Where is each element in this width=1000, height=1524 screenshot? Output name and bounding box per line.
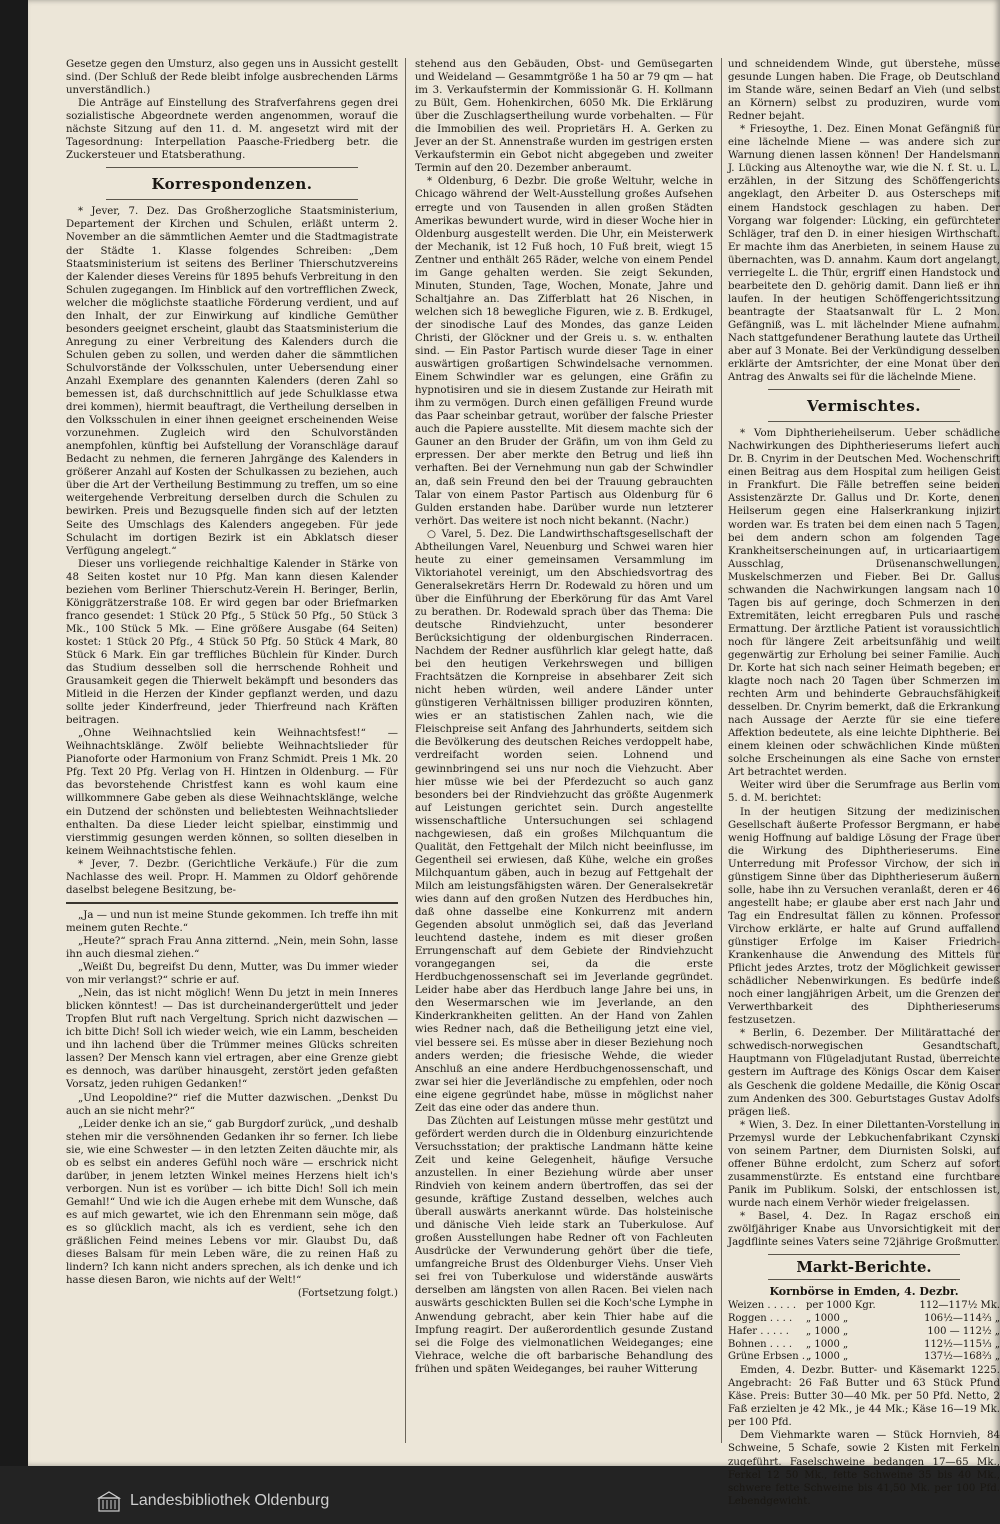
article-paragraph: Dieser uns vorliegende reichhaltige Kalender in Stärke von 48 Seiten kostet nur 10 Pfg. Man kann diesen Kalender beziehen vom Berliner Thierschutz-Verein H. Beringer, Berlin, Königgrätzerstraße 108. Er wird gegen bar oder Briefmarken franco gesendet: 1 Stück 20 Pfg., 5 Stück 50 Pfg., 50 Stück 3 Mk., 100 Stück 5 Mk. — Eine größere Ausgabe (64 Seiten) kostet: 1 Stück 20 Pfg., 4 Stück 50 Pfg. 50 Stück 4 Mark, 80 Stück 6 Mark. Ein gar treffliches Büchlein für Kinder. Durch das Studium desselben soll die herrschende Rohheit und Grausamkeit gegen die Thierwelt bekämpft und besonders das Mitleid in die Herzen der Kinder gepflanzt werden, und dazu sollte jeder Kinderfreund, jeder Thierfreund nach Kräften beitragen. <box>66 558 398 727</box>
article-paragraph: * Wien, 3. Dez. In einer Dilettanten-Vorstellung in Przemysl wurde der Lebkuchenfabrikant Czynski von seinem Partner, dem Diurnisten Solski, auf offener Bühne erdolcht, zum Scherz auf sofort zusammenstürzte. Es entstand eine furchtbare Panik im Publikum. Solski, der entschlossen ist, wurde nach einem Verhör wieder freigelassen. <box>728 1119 1000 1209</box>
paragraph: Gesetze gegen den Umsturz, also gegen uns in Aussicht gestellt sind. (Der Schluß der Rede bleibt infolge ausbrechenden Lärms unverständlich.) <box>66 59 398 97</box>
article-paragraph: Emden, 4. Dezbr. Butter- und Käsemarkt 1225. Angebracht: 26 Faß Butter und 63 Stück Pfund Käse. Preis: Butter 30—40 Mk. per 50 Pfd. Netto, 2 Faß erzielten je 42 Mk., je 44 Mk.; Käse 16—19 Mk. per 100 Pfd. <box>728 1365 1000 1429</box>
market-unit: „ 1000 „ <box>806 1313 849 1325</box>
feuilleton-divider <box>66 902 398 904</box>
market-row <box>728 1326 1000 1339</box>
market-subtitle: Kornbörse in Emden, 4. Dezbr. <box>769 1285 959 1299</box>
feuilleton-paragraph: „Weißt Du, begreifst Du denn, Mutter, was Du immer wieder von mir verlangst?“ schrie er auf. <box>66 962 398 987</box>
divider <box>106 167 358 168</box>
market-row <box>728 1313 1000 1326</box>
market-good: Hafer . . . . . <box>728 1325 789 1337</box>
column-2 <box>415 58 713 1452</box>
article-paragraph: stehend aus den Gebäuden, Obst- und Gemüsegarten und Weideland — Gesammtgröße 1 ha 50 ar 79 qm — hat im 3. Verkaufstermin der Kommissionär G. H. Kollmann zu Bült, Gem. Hohenkirchen, 6050 Mk. Die Erklärung über die Zuschlagsertheilung wurde vorbehalten. — Für die Immobilien des weil. Proprietärs H. A. Gerken zu Jever an der St. Annenstraße wurden im gestrigen ersten Verkaufstermin ein Gebot nicht abgegeben und zweiter Termin auf den 20. Dezember anberaumt. <box>415 59 713 175</box>
feuilleton-paragraph: „Leider denke ich an sie,“ gab Burgdorf zurück, „und deshalb stehen mir die versöhnenden Gedanken ihr so ferner. Ich liebe sie, wie eine Schwester — in den letzten Zeiten däuchte mir, als ob es selbst ein anderes Gefühl noch wäre — erschrick nicht darüber, in jenem letzten Winkel meines Herzens hielt ich's verborgen. Nun ist es vorüber — ich bitte Dich! Soll ich mein Gemahl!“ Und wie ich die Augen erhebe mit dem Wunsche, daß es auf mich gewartet, wie ich den Ehrenmann sein möge, daß es so glücklich macht, als ich es verdient, sehe ich den gräßlichen Feind meines Lebens vor mir. Glaubst Du, daß dieses Balsam für mein Leben wäre, die zu reinen Haß zu lindern? Ich kann nicht anders sprechen, als ich denke und ich hasse diesen Baron, wie nichts auf der Welt!“ <box>66 1118 398 1287</box>
feuilleton-paragraph: „Und Leopoldine?“ rief die Mutter dazwischen. „Denkst Du auch an sie nicht mehr?“ <box>66 1092 398 1117</box>
section-title: Vermischtes. <box>807 397 921 416</box>
viewer-footer <box>0 1478 1000 1524</box>
section-title: Korrespondenzen. <box>151 175 313 194</box>
article-paragraph: ○ Varel, 5. Dez. Die Landwirthschaftsgesellschaft der Abtheilungen Varel, Neuenburg und Schwei waren hier heute zu einer gemeinsamen Versammlung im Viktoriahotel vereinigt, um den Abschiedsvortrag des Generalsekretärs Herrn Dr. Rodewald zu hören und um über die Einführung der Eberkörung für das Amt Varel zu berathen. Dr. Rodewald sprach über das Thema: Die deutsche Rindviehzucht, unter besonderer Berücksichtigung der oldenburgischen Rinderracen. Nachdem der Redner ausführlich klar gelegt hatte, daß bei den heutigen Verkehrswegen und billigen Frachtsätzen die Kornpreise in absehbarer Zeit sich nicht heben würden, weil andere Länder unter günstigeren Verhältnissen billiger produziren könnten, wies er an statistischen Zahlen nach, wie die Fleischpreise seit Anfang des Jahrhunderts, seitdem sich die Bevölkerung des deutschen Reiches verdoppelt habe, verdreifacht worden seien. Lohnend und gewinnbringend sei uns nur noch die Viehzucht. Aber hier müsse wie bei der Pferdezucht so auch ganz besonders bei der Rindviehzucht das größte Augenmerk auf Leistungen gerichtet sein. Durch angestellte wissenschaftliche Untersuchungen sei schlagend nachgewiesen, daß ein großes Milchquantum die Qualität, den Fettgehalt der Milch nicht beeinflusse, im Gegentheil sei erwiesen, daß Kühe, welche ein großes Milchquantum gäben, auch in bezug auf Fettgehalt der Milch am leistungsfähigsten wären. Der Generalsekretär wies dann auf den großen Nutzen des Herdbuches hin, daß ohne dasselbe eine Konkurrenz mit andern Gegenden absolut unmöglich sei, daß das Jeverland leuchtend dastehe, indem es mit dieser großen Errungenschaft auf dem Gebiete der Rindviehzucht vorangegangen sei, da die erste Herdbuchgenossenschaft sei im Jeverlande gegründet. Leider habe aber das Herdbuch lange Jahre bei uns, in den Wesermarschen wie im Jeverlande, an den Kinderkrankheiten gelitten. An der Hand von Zahlen wies Redner nach, daß die Betheiligung jetzt eine viel, viel bessere sei. Es müsse aber in dieser Beziehung noch anders werden; die friesische Wehde, die wieder Anschluß an eine andere Herdbuchgenossenschaft, und zwar sei hier die Jeverländische zu empfehlen, oder noch eine eigene gegründet habe, müsse in möglichst naher Zeit das eine oder das andere thun. <box>415 528 713 1114</box>
market-price: 100 — 112½ „ <box>927 1325 1000 1337</box>
article-paragraph: Dem Viehmarkte waren — Stück Hornvieh, 84 Schweine, 5 Schafe, sowie 2 Kisten mit Ferkeln zugeführt. Faselschweine bedangen 17—65 Mk., Ferkel 12 50 Mk., fette Schweine 35 bis 40 Mk., schwere fette Schweine bis 41,50 Mk. per 100 Pfd. Lebendgewicht. <box>728 1430 1000 1507</box>
divider <box>768 389 960 390</box>
column-3 <box>728 58 1000 1507</box>
market-good: Roggen . . . . <box>728 1313 793 1325</box>
article-paragraph: * Jever, 7. Dez. Das Großherzogliche Staatsministerium, Departement der Kirchen und Schulen, erläßt unterm 2. November an die sämmtlichen Aemter und die Stadtmagistrate der Städte 1. Klasse folgendes Schreiben: „Dem Staatsministerium ist seitens des Berliner Thierschutzvereins der Kalender dieses Vereins für 1895 behufs Verbreitung in den Schulen zugegangen. Im Hinblick auf den vortrefflichen Zweck, welcher die möglichste staatliche Förderung verdient, und auf den Inhalt, der zur Einwirkung auf kindliche Gemüther besonders geeignet erscheint, glaubt das Staatsministerium die Anregung zu einer Verbreitung des Kalenders durch die Schulen geben zu sollen, und werden daher die sämmtlichen Schulvorstände der Volksschulen, unter Uebersendung einer Anzahl Exemplare des genannten Kalenders (deren Zahl so bemessen ist, daß durchschnittlich auf jede Schulklasse etwa drei kommen), hiermit beauftragt, die Vertheilung derselben in den Volksschulen in einer ihnen geeignet erscheinenden Weise vorzunehmen. Zugleich wird den Schulvorständen anempfohlen, künftig bei Aufstellung der Voranschläge darauf Bedacht zu nehmen, die ferneren Jahrgänge des Kalenders in größerer Anzahl auf Kosten der Schulkassen zu beziehen, auch über die Art der Vertheilung Bestimmung zu treffen, um so eine weitergehende Verbreitung derselben durch die Schulen zu bewirken. Preis und Bezugsquelle finden sich auf der letzten Seite des Umschlags des Kalenders angegeben. Für jede Schulacht im dortigen Bezirk ist ein Abklatsch dieser Verfügung angelegt.“ <box>66 206 398 557</box>
market-price: 112—117½ Mk. <box>919 1300 1000 1312</box>
article-paragraph: „Ohne Weihnachtslied kein Weihnachtsfest!“ — Weihnachtsklänge. Zwölf beliebte Weihnachtslieder für Pianoforte oder Harmonium von Franz Schmidt. Preis 1 Mk. 20 Pfg. Text 20 Pfg. Verlag von H. Hintzen in Oldenburg. — Für das bevorstehende Christfest kann es wohl kaum eine willkommnere Gabe geben als diese Weihnachtsklänge, welche ein Dutzend der schönsten und beliebtesten Weihnachtslieder enthalten. Da diese Lieder leicht spielbar, einstimmig und vierstimmig gesungen werden können, so sollten dieselben in keinem Weihnachtstische fehlen. <box>66 728 398 857</box>
market-row <box>728 1339 1000 1352</box>
market-good: Bohnen . . . . <box>728 1338 793 1350</box>
article-paragraph: In der heutigen Sitzung der medizinischen Gesellschaft äußerte Professor Bergmann, er habe wenig Hoffnung auf baldige Lösung der Frage über die Wirkung des Diphtherieserums. Eine Unterredung mit Professor Virchow, der sich in günstigem Sinne über das Diphtherieserum äußern solle, habe ihn zu Versuchen veranlaßt, deren er 46 angestellt habe; er glaube aber erst nach Jahr und Tag ein Endresultat fällen zu können. Professor Virchow erklärte, er halte auf Grund auffallend günstiger Erfolge im Kaiser Friedrich-Krankenhause die Anwendung des Mittels für Pflicht jedes Arztes, trotz der Möglichkeit gewisser schädlicher Nebenwirkungen. Es bedürfe indeß noch einer langjährigen Arbeit, um die Grenzen der Verwerthbarkeit des Diphtherieserums festzusetzen. <box>728 806 1000 1027</box>
market-reports-title: Markt-Berichte. <box>796 1258 932 1277</box>
paragraph: Die Anträge auf Einstellung des Strafverfahrens gegen drei sozialistische Abgeordnete werden angenommen, worauf die nächste Sitzung auf den 11. d. M. angesetzt wird mit der Tagesordnung: Interpellation Paasche-Friedberg betr. die Zuckersteuer und Etatsberathung. <box>66 98 398 162</box>
article-paragraph: * Basel, 4. Dez. In Ragaz erschoß ein zwölfjähriger Knabe aus Unvorsichtigkeit mit der Jagdflinte seines Vaters seine 72jährige Großmutter. <box>728 1210 1000 1249</box>
library-building-icon <box>98 1490 120 1512</box>
feuilleton-paragraph: „Nein, das ist nicht möglich! Wenn Du jetzt in mein Inneres blicken könntest! — Das ist durcheinandergerüttelt und jeder Tropfen Blut ruft nach Vergeltung. Sprich nicht dazwischen — ich bitte Dich! Soll ich wieder weich, wie ein Lamm, bescheiden und ihn lachend über die Trümmer meines Glücks schreiten lassen? Der Mensch kann viel ertragen, aber eine Grenze giebt es dennoch, was darüber hinausgeht, zerstört jeden gefaßten Vorsatz, jeden ruhigen Gedanken!“ <box>66 988 398 1091</box>
article-paragraph: Weiter wird über die Serumfrage aus Berlin vom 5. d. M. berichtet: <box>728 780 1000 805</box>
article-paragraph: * Vom Diphtherieheilserum. Ueber schädliche Nachwirkungen des Diphtherieserums liefert auch Dr. B. Cnyrim in der Deutschen Med. Wochenschrift einen Beitrag aus dem Hospital zum heiligen Geist in Frankfurt. Die Fälle betreffen seine beiden Assistenzärzte Dr. Gallus und Dr. Korte, denen Heilserum gegen eine Halserkrankung injizirt worden war. Es traten bei dem einen nach 5 Tagen, bei dem andern schon am folgenden Tage Krankheitserscheinungen auf, in urticariaartigem Ausschlag, Drüsenanschwellungen, Muskelschmerzen und Fieber. Bei Dr. Gallus schwanden die Nachwirkungen langsam nach 10 Tagen bis auf geringe, doch Schmerzen in den Extremitäten, leicht erregbaren Puls und rasche Ermattung. Der ärztliche Patient ist voraussichtlich noch für längere Zeit arbeitsunfähig und weilt gegenwärtig zur Erholung bei seiner Familie. Auch Dr. Korte hat sich nach seiner Heimath begeben; er klagte noch nach 20 Tagen über Schmerzen im rechten Arm und behinderte Gebrauchsfähigkeit desselben. Dr. Cnyrim bemerkt, daß die Erkrankung nach Aussage der Aerzte für sie eine tiefere Affektion bedeutete, als eine leichte Diphtherie. Bei einem kleinen oder schwächlichen Kinde müßten solche Erscheinungen als eine Sache von ernster Art betrachtet werden. <box>728 428 1000 779</box>
article-paragraph: * Oldenburg, 6 Dezbr. Die große Weltuhr, welche in Chicago während der Welt-Ausstellung großes Aufsehen erregte und von Tausenden in allen großen Städten Amerikas bewundert wurde, wird in dieser Woche hier in Oldenburg ausgestellt werden. Die Uhr, ein Meisterwerk der Mechanik, ist 12 Fuß hoch, 10 Fuß breit, wiegt 15 Zentner und enthält 265 Räder, welche von einem Pendel im Gange gehalten werden. Sie zeigt Sekunden, Minuten, Stunden, Tage, Wochen, Monate, Jahre und Schaltjahre an. Das Zifferblatt hat 26 Nischen, in welchen sich 18 bewegliche Figuren, wie z. B. Erdkugel, der sinodische Lauf des Mondes, das ganze Leiden Christi, der Glöckner und der Greis u. s. w. enthalten sind. — Ein Pastor Partisch wurde dieser Tage in einer auswärtigen großartigen Schwindelsache vernommen. Einem Schwindler war es gelungen, eine Gräfin zu hypnotisiren und sie in diesem Zustande zur Heirath mit ihm zu vermögen. Durch einen gefälligen Freund wurde das Paar scheinbar getraut, worüber der falsche Priester auch die Papiere ausstellte. Mit diesem machte sich der Gauner an den Bruder der Gräfin, um von ihm Geld zu erpressen. Der aber merkte den Betrug und ließ ihn verhaften. Bei der Vernehmung nun gab der Schwindler an, daß sein Freund den bei der Trauung gebrauchten Talar von einem Pastor Partisch aus Oldenburg für 6 Gulden erstanden habe. Darüber wurde nun letzterer verhört. Das weitere ist noch nicht bekannt. (Nachr.) <box>415 176 713 527</box>
article-paragraph: * Friesoythe, 1. Dez. Einen Monat Gefängniß für eine lächelnde Miene — was andere sich zur Warnung dienen lassen können! Der Handelsmann J. Lücking aus Altenoythe war, wie die N. f. St. u. L. erzählen, in der Sitzung des Schöffengerichts angeklagt, den Arbeiter D. aus Osterscheps mit einem Handstock geschlagen zu haben. Der Vorgang war folgender: Lücking, ein gefürchteter Schläger, traf den D. in einer hiesigen Wirthschaft. Er machte ihm das Anerbieten, in seinem Hause zu übernachten, was D. annahm. Kaum dort angelangt, verriegelte L. die Thür, ergriff einen Handstock und bearbeitete den D. gehörig damit. Dann ließ er ihn laufen. In der heutigen Schöffengerichtssitzung beantragte der Staatsanwalt für L. 2 Mon. Gefängniß, was L. mit lächelnder Miene aufnahm. Nach stattgefundener Berathung lautete das Urtheil aber auf 3 Monate. Bei der Verkündigung desselben erklärte der Amtsrichter, der eine Monat über den Antrag des Anwalts sei für die lächelnde Miene. <box>728 124 1000 384</box>
column-divider <box>405 58 406 1443</box>
divider <box>768 421 960 422</box>
article-paragraph: * Jever, 7. Dezbr. (Gerichtliche Verkäufe.) Für die zum Nachlasse des weil. Propr. H. Mammen zu Oldorf gehörende daselbst belegene Besitzung, be- <box>66 858 398 896</box>
divider <box>106 199 358 200</box>
market-price: 106½—114⅔ „ <box>924 1313 1000 1325</box>
library-name: Landesbibliothek Oldenburg <box>130 1492 330 1509</box>
continuation-note: (Fortsetzung folgt.) <box>297 1288 398 1300</box>
divider <box>768 1254 960 1255</box>
market-row <box>728 1300 1000 1313</box>
market-row <box>728 1351 1000 1364</box>
market-unit: „ 1000 „ <box>806 1351 849 1363</box>
market-unit: per 1000 Kgr. <box>806 1300 876 1312</box>
market-good: Grüne Erbsen . . <box>728 1351 812 1363</box>
market-good: Weizen . . . . . <box>728 1300 796 1312</box>
market-unit: „ 1000 „ <box>806 1338 849 1350</box>
article-paragraph: und schneidendem Winde, gut überstehe, müsse gesunde Lungen haben. Die Frage, ob Deutschland im Stande wäre, seinen Bedarf an Vieh (und selbst an Körnern) selbst zu produziren, wurde vom Redner bejaht. <box>728 59 1000 123</box>
divider <box>768 1279 960 1280</box>
scan-edge <box>0 0 28 1466</box>
feuilleton-paragraph: „Ja — und nun ist meine Stunde gekommen. Ich treffe ihn mit meinem guten Rechte.“ <box>66 909 398 934</box>
market-table <box>728 1300 1000 1364</box>
column-1 <box>66 58 398 1452</box>
column-divider <box>721 58 722 1443</box>
article-paragraph: Das Züchten auf Leistungen müsse mehr gestützt und gefördert werden durch die in Oldenburg einzurichtende Versuchsstation; der praktische Landmann hätte keine Zeit und keine Gelegenheit, häufige Versuche anzustellen. In einer Beziehung würde aber unser Rindvieh von keinem andern übertroffen, das sei der gesunde, kräftige Zustand desselben, welches auch überall auswärts anerkannt würde. Das holsteinische und dänische Vieh leide stark an Tuberkulose. Auf großen Ausstellungen habe Redner oft von Fachleuten Ausdrücke der Verwunderung gehört über die tiefe, umfangreiche Brust des Oldenburger Viehs. Unser Vieh sei frei von Tuberkulose und widerstände auswärts derselben am längsten von allen Racen. Bei vielen nach auswärts geschickten Bullen sei die Koch'sche Lymphe in Anwendung gebracht, aber kein Thier habe auf die Impfung reagirt. Der außerordentlich gesunde Zustand sei die Folge des vielmonatlichen Weideganges; eine Viehrace, welche die oft barbarische Behandlung des frühen und späten Weideganges, bei rauher Witterung <box>415 1115 713 1375</box>
feuilleton-paragraph: „Heute?“ sprach Frau Anna zitternd. „Nein, mein Sohn, lasse ihn auch diesmal ziehen.“ <box>66 935 398 960</box>
market-price: 137½—168⅔ „ <box>924 1351 1000 1363</box>
market-price: 112½—115⅓ „ <box>924 1338 1000 1350</box>
article-paragraph: * Berlin, 6. Dezember. Der Militärattaché der schwedisch-norwegischen Gesandtschaft, Hauptmann von Flügeladjutant Rustad, überreichte gestern im Auftrage des Königs Oscar dem Kaiser als Geschenk die goldene Medaille, die König Oscar zum Andenken des 300. Geburtstages Gustav Adolfs prägen ließ. <box>728 1028 1000 1118</box>
market-unit: „ 1000 „ <box>806 1325 849 1337</box>
